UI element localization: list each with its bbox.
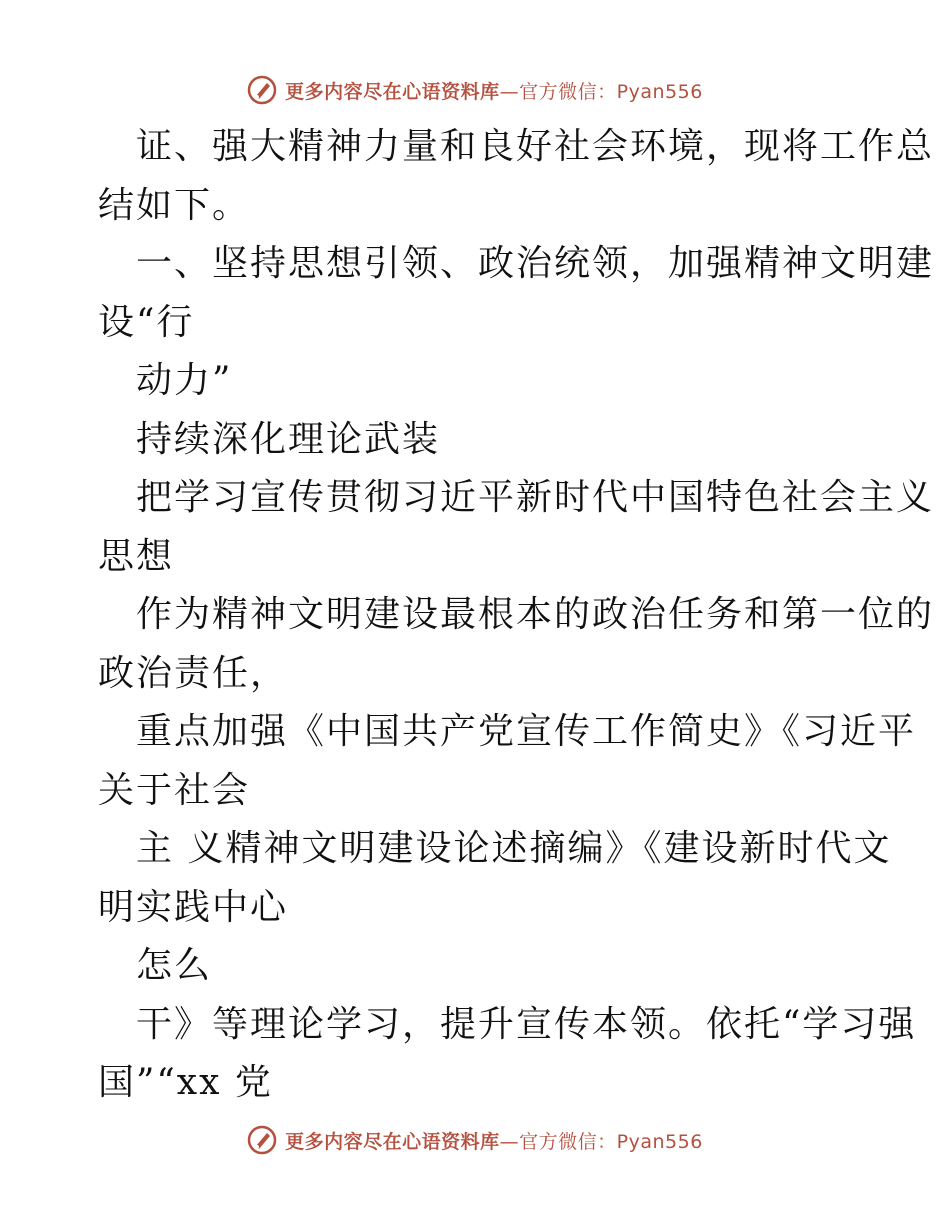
text-line: 作为精神文明建设最根本的政治任务和第一位的 — [136, 594, 935, 635]
document-body — [98, 118, 935, 1113]
text-line: 证、强大精神力量和良好社会环境，现将工作总 — [136, 126, 935, 167]
text-line: 思想 — [98, 535, 175, 577]
header-watermark — [0, 70, 950, 110]
text-line: 持续深化理论武装 — [136, 418, 441, 460]
text-line: 国”“xx 党 — [98, 1062, 273, 1103]
watermark-text: 更多内容尽在心语资料库—官方微信：Pyan556 — [285, 1130, 703, 1153]
text-line: 怎么 — [136, 945, 213, 986]
text-line: 关于社会 — [98, 769, 251, 811]
text-line: 重点加强《中国共产党宣传工作简史》《习近平 — [136, 711, 917, 752]
text-line: 动力” — [136, 360, 233, 401]
watermark-text: 更多内容尽在心语资料库—官方微信：Pyan556 — [285, 80, 703, 103]
text-line: 把学习宣传贯彻习近平新时代中国特色社会主义 — [136, 477, 935, 518]
text-line: 设“行 — [98, 301, 195, 343]
text-line: 主 义精神文明建设论述摘编》《建设新时代文 — [136, 828, 892, 869]
text-line: 一、坚持思想引领、政治统领，加强精神文明建 — [136, 243, 935, 284]
text-line: 干》等理论学习，提升宣传本领。依托“学习强 — [136, 1003, 917, 1045]
pen-logo-icon — [247, 75, 277, 105]
text-line: 结如下。 — [98, 184, 251, 226]
text-line: 明实践中心 — [98, 886, 289, 928]
footer-watermark — [0, 1120, 950, 1160]
text-line: 政治责任， — [98, 652, 289, 694]
pen-logo-icon — [247, 1125, 277, 1155]
